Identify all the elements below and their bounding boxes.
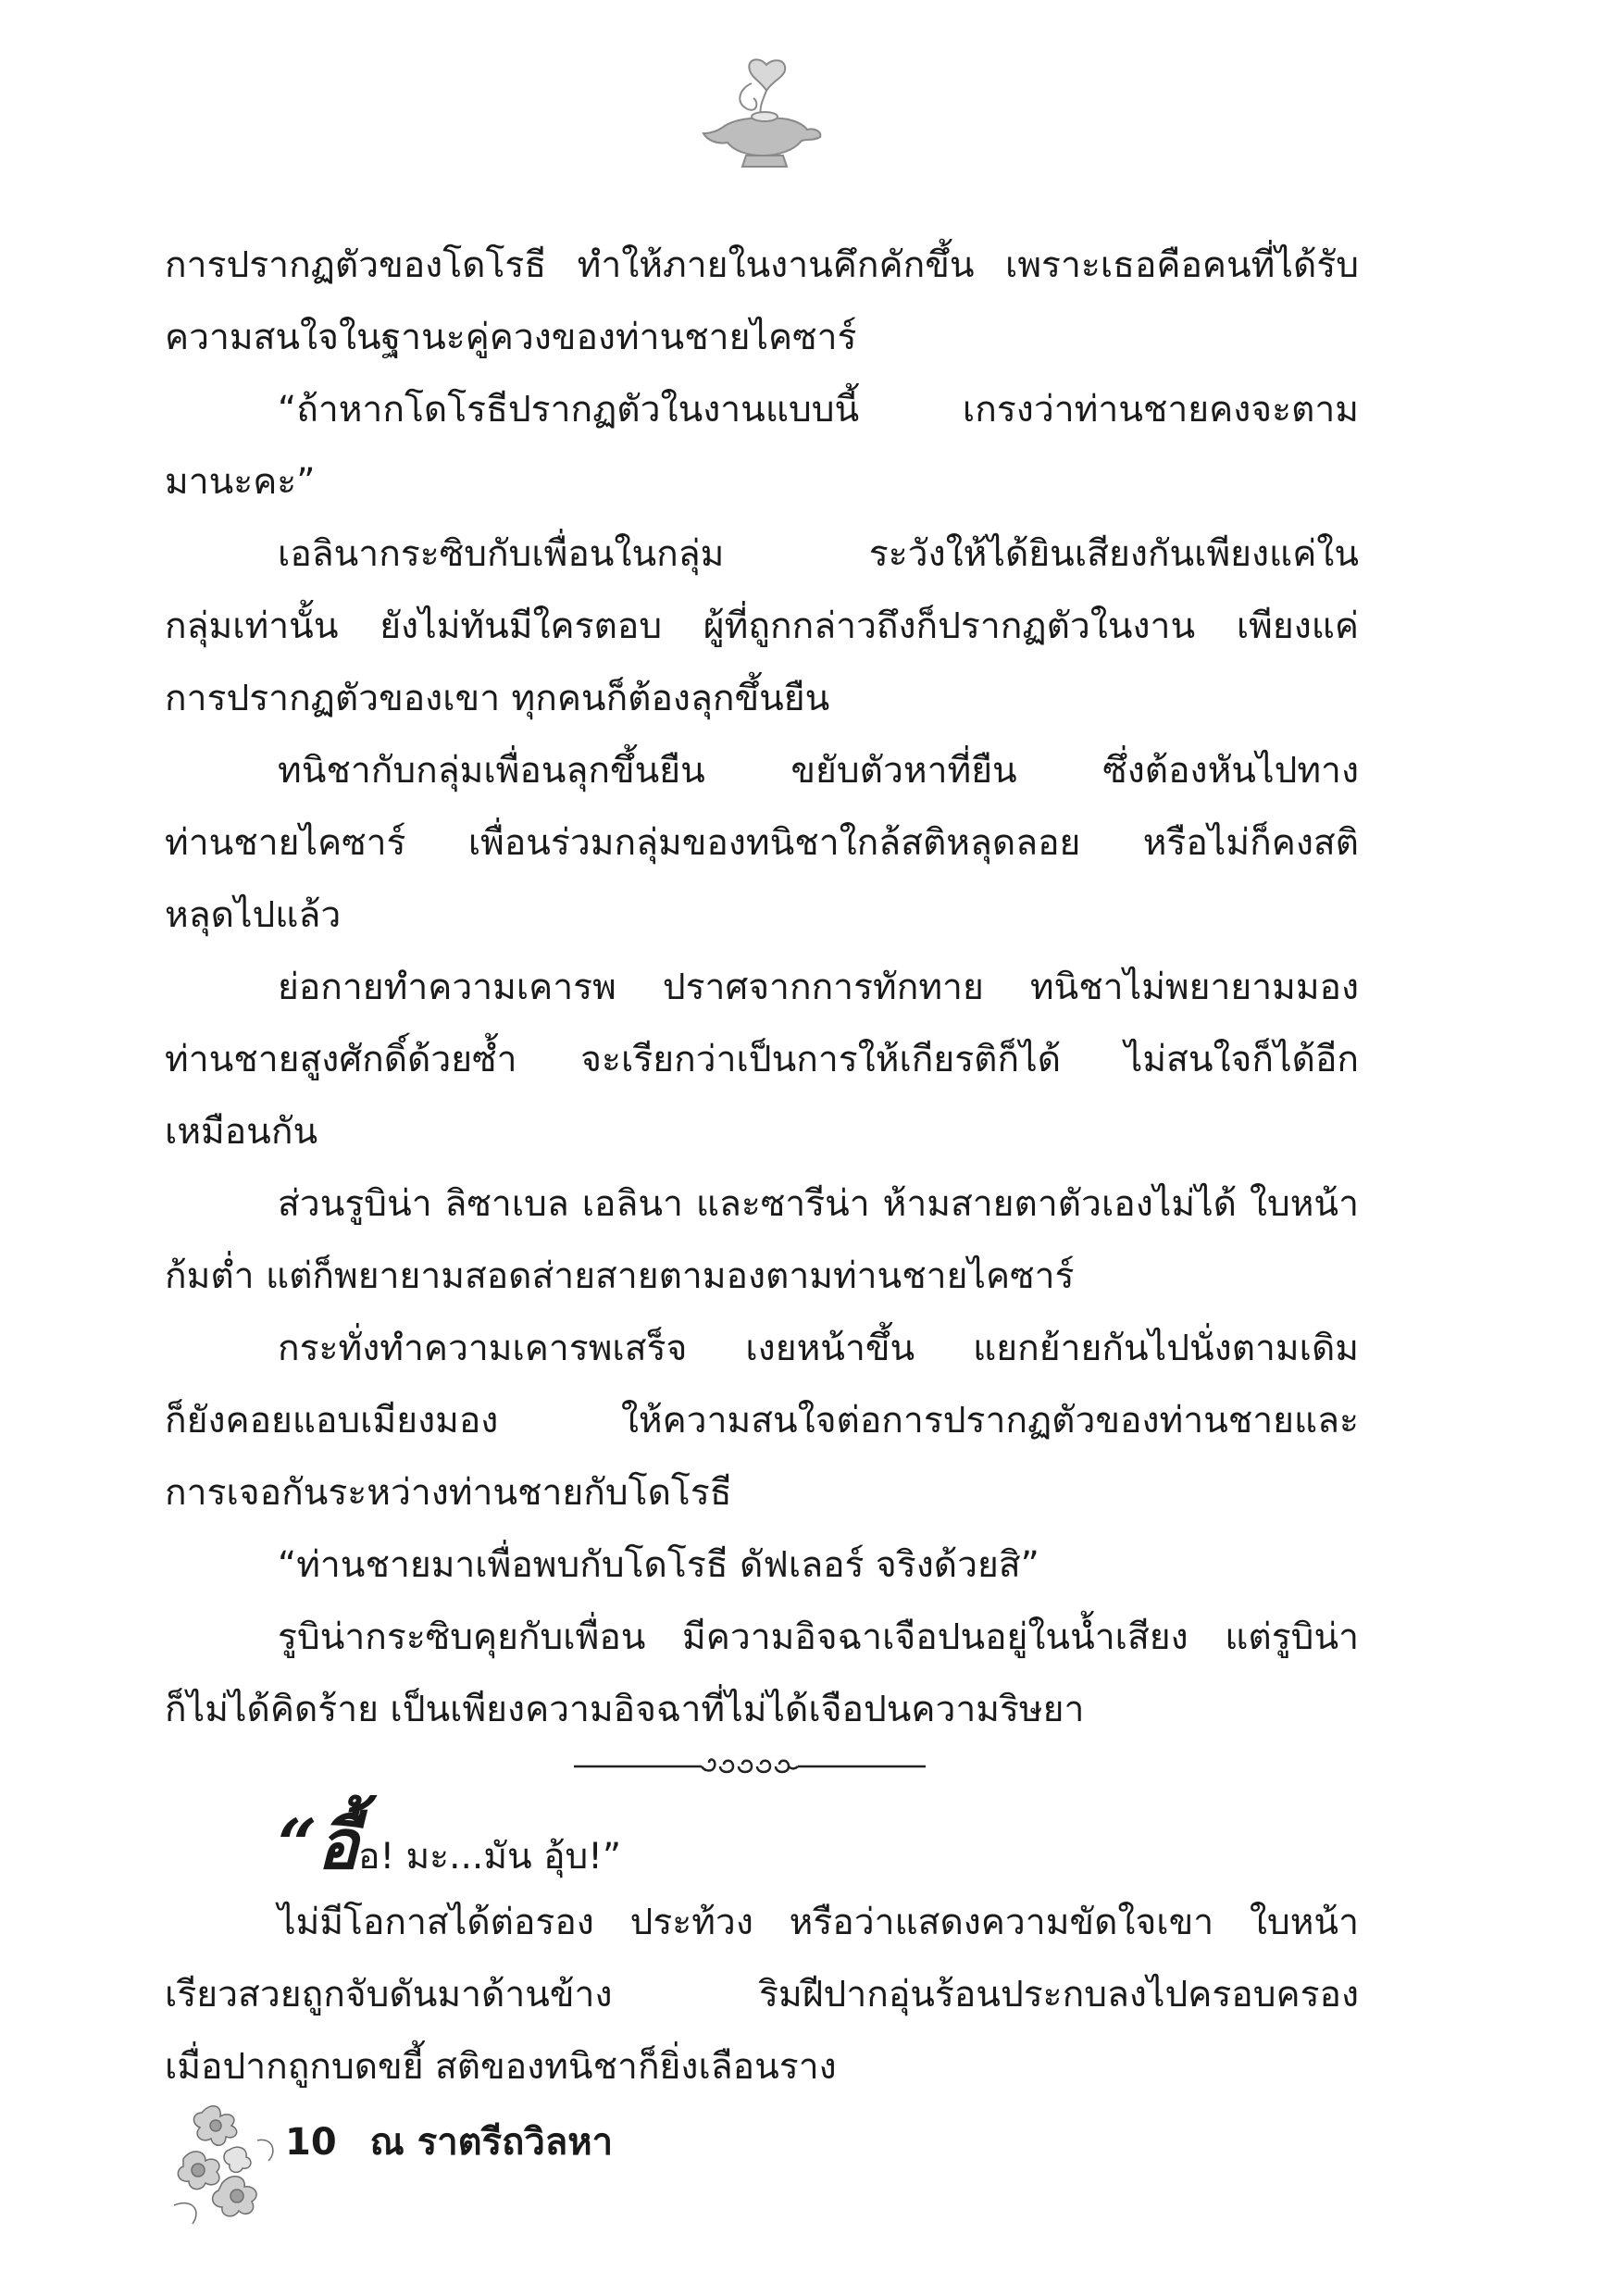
text-line: หลุดไปแล้ว: [165, 894, 342, 936]
text-line: ส่วนรูบิน่า ลิซาเบล เอลินา และซารีน่า ห้ามสายตาตัวเองไม่ได้ ใบหน้า: [278, 1183, 1359, 1225]
text-line: ท่านชายสูงศักดิ์ด้วยซ้ำ จะเรียกว่าเป็นการให้เกียรติก็ได้ ไม่สนใจก็ได้อีก: [165, 1039, 1359, 1080]
text-line: เมื่อปากถูกบดขยี้ สติของทนิชาก็ยิ่งเลือนราง: [165, 2046, 837, 2088]
text-line: ย่อกายทำความเคารพ ปราศจากการทักทาย ทนิชาไม่พยายามมอง: [278, 967, 1359, 1008]
dialogue-text: อ! มะ...มัน อุ้บ!”: [358, 1836, 622, 1878]
page-number: 10: [285, 2121, 337, 2164]
text-line: เอลินากระซิบกับเพื่อนในกลุ่ม ระวังให้ได้ยินเสียงกันเพียงแค่ใน: [278, 533, 1359, 575]
drop-cap: “อื้: [278, 1805, 359, 1885]
text-line: ก้มต่ำ แต่ก็พยายามสอดส่ายสายตามองตามท่านชายไคซาร์: [165, 1255, 1075, 1297]
text-line: “ท่านชายมาเพื่อพบกับโดโรธี ดัฟเลอร์ จริงด้วยสิ”: [278, 1544, 1039, 1586]
text-line: การเจอกันระหว่างท่านชายกับโดโรธี: [165, 1472, 732, 1514]
text-line: ความสนใจในฐานะคู่ควงของท่านชายไคซาร์: [165, 317, 857, 358]
body-text: [165, 230, 1359, 1746]
text-line: กลุ่มเท่านั้น ยังไม่ทันมีใครตอบ ผู้ที่ถูกกล่าวถึงก็ปรากฏตัวในงาน เพียงแค่: [165, 605, 1359, 647]
text-line: ท่านชายไคซาร์ เพื่อนร่วมกลุ่มของทนิชาใกล้สติหลุดลอย หรือไม่ก็คงสติ: [165, 822, 1359, 864]
genie-lamp-icon: [694, 56, 833, 176]
flower-bouquet-icon: [165, 2094, 285, 2233]
text-line: กระทั่งทำความเคารพเสร็จ เงยหน้าขึ้น แยกย้ายกันไปนั่งตามเดิม: [278, 1328, 1359, 1369]
text-line: ทนิชากับกลุ่มเพื่อนลุกขึ้นยืน ขยับตัวหาที่ยืน ซึ่งต้องหันไปทาง: [278, 750, 1359, 792]
text-line: รูบิน่ากระซิบคุยกับเพื่อน มีความอิจฉาเจือปนอยู่ในน้ำเสียง แต่รูบิน่า: [278, 1616, 1359, 1658]
text-line: เรียวสวยถูกจับดันมาด้านข้าง ริมฝีปากอุ่นร้อนประกบลงไปครอบครอง: [165, 1974, 1359, 2015]
text-line: การปรากฏตัวของโดโรธี ทำให้ภายในงานคึกคักขึ้น เพราะเธอคือคนที่ได้รับ: [165, 244, 1359, 286]
book-title: ณ ราตรีถวิลหา: [369, 2121, 614, 2164]
text-line: ก็ยังคอยแอบเมียงมอง ให้ความสนใจต่อการปรากฏตัวของท่านชายและ: [165, 1400, 1359, 1441]
body-text-continued: [165, 1887, 1359, 2103]
text-line: “ถ้าหากโดโรธีปรากฏตัวในงานแบบนี้ เกรงว่าท่านชายคงจะตาม: [278, 389, 1359, 430]
section-divider: [565, 1748, 935, 1785]
text-line: ก็ไม่ได้คิดร้าย เป็นเพียงความอิจฉาที่ไม่ได้เจือปนความริษยา: [165, 1689, 1085, 1730]
text-line: เหมือนกัน: [165, 1111, 318, 1153]
text-line: มานะคะ”: [165, 461, 316, 503]
page-footer: [285, 2115, 613, 2170]
text-line: การปรากฏตัวของเขา ทุกคนก็ต้องลุกขึ้นยืน: [165, 678, 830, 719]
text-line: ไม่มีโอกาสได้ต่อรอง ประท้วง หรือว่าแสดงความขัดใจเขา ใบหน้า: [278, 1902, 1359, 1943]
